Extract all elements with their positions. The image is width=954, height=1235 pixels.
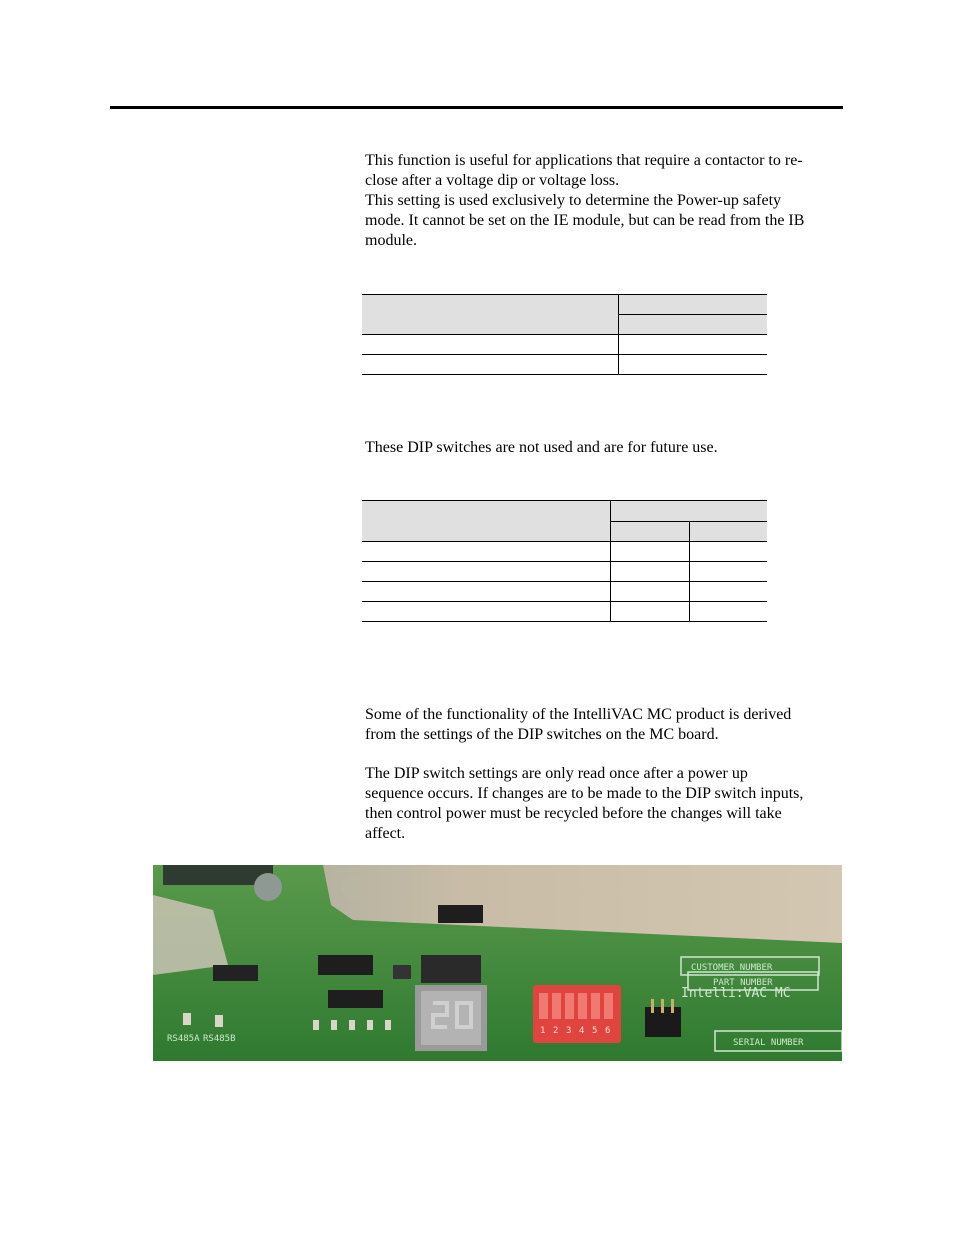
section1-line: module. bbox=[365, 232, 417, 249]
table-2-header-cell bbox=[689, 521, 767, 542]
part-number-label: PART NUMBER bbox=[713, 978, 773, 988]
table-2-cell bbox=[689, 582, 767, 602]
table-2-cell bbox=[362, 582, 610, 602]
section3-line: The DIP switch settings are only read once after a power up bbox=[365, 765, 748, 782]
table-1-cell bbox=[362, 355, 618, 375]
section3-line: from the settings of the DIP switches on the MC board. bbox=[365, 726, 719, 743]
table-2-cell bbox=[689, 542, 767, 562]
table-1-cell bbox=[362, 335, 618, 355]
section1-line: This function is useful for applications that require a contactor to re- bbox=[365, 152, 803, 169]
table-2-cell bbox=[689, 602, 767, 622]
dip-number: 4 bbox=[579, 1026, 585, 1036]
section3-paragraph-2 bbox=[365, 764, 847, 844]
table-1 bbox=[362, 294, 767, 375]
section2-line: These DIP switches are not used and are for future use. bbox=[365, 439, 718, 456]
port-label-a: RS485A bbox=[167, 1034, 200, 1044]
section1-line: This setting is used exclusively to determine the Power-up safety bbox=[365, 192, 782, 209]
port-label-b: RS485B bbox=[203, 1034, 236, 1044]
table-2-cell bbox=[689, 562, 767, 582]
table-2-cell bbox=[610, 582, 689, 602]
table-1-header-cell bbox=[618, 295, 767, 315]
table-2 bbox=[362, 500, 767, 622]
table-2-header-cell bbox=[362, 501, 610, 542]
section3-paragraph-1 bbox=[365, 705, 847, 745]
dip-number: 1 bbox=[540, 1026, 546, 1036]
section1-line: close after a voltage dip or voltage loss. bbox=[365, 172, 620, 189]
table-2-cell bbox=[362, 562, 610, 582]
table-2-cell bbox=[610, 602, 689, 622]
table-1-cell bbox=[618, 335, 767, 355]
brand-label: Intelli:VAC MC bbox=[681, 986, 791, 1001]
table-2-header-cell bbox=[610, 501, 767, 522]
section1-line: mode. It cannot be set on the IE module, but can be read from the IB bbox=[365, 212, 805, 229]
table-2-cell bbox=[362, 602, 610, 622]
dip-number: 2 bbox=[553, 1026, 559, 1036]
section3-line: sequence occurs. If changes are to be made to the DIP switch inputs, bbox=[365, 785, 804, 802]
table-2-cell bbox=[610, 542, 689, 562]
section3-line: affect. bbox=[365, 825, 406, 842]
table-2-header-cell bbox=[610, 521, 689, 542]
dip-number: 5 bbox=[592, 1026, 598, 1036]
serial-number-label: SERIAL NUMBER bbox=[733, 1038, 804, 1048]
customer-number-label: CUSTOMER NUMBER bbox=[691, 963, 773, 973]
header-rule bbox=[110, 106, 843, 109]
mc-board-photo bbox=[153, 865, 842, 1061]
table-1-cell bbox=[618, 355, 767, 375]
table-1-header-cell bbox=[362, 295, 618, 335]
section3-line: Some of the functionality of the IntelliVAC MC product is derived bbox=[365, 706, 792, 723]
table-2-cell bbox=[610, 562, 689, 582]
section1-paragraph bbox=[365, 151, 847, 251]
section2-paragraph bbox=[365, 438, 847, 458]
dip-number: 3 bbox=[566, 1026, 572, 1036]
section3-line: then control power must be recycled before the changes will take bbox=[365, 805, 782, 822]
table-2-cell bbox=[362, 542, 610, 562]
dip-number: 6 bbox=[605, 1026, 611, 1036]
table-1-header-cell bbox=[618, 315, 767, 335]
